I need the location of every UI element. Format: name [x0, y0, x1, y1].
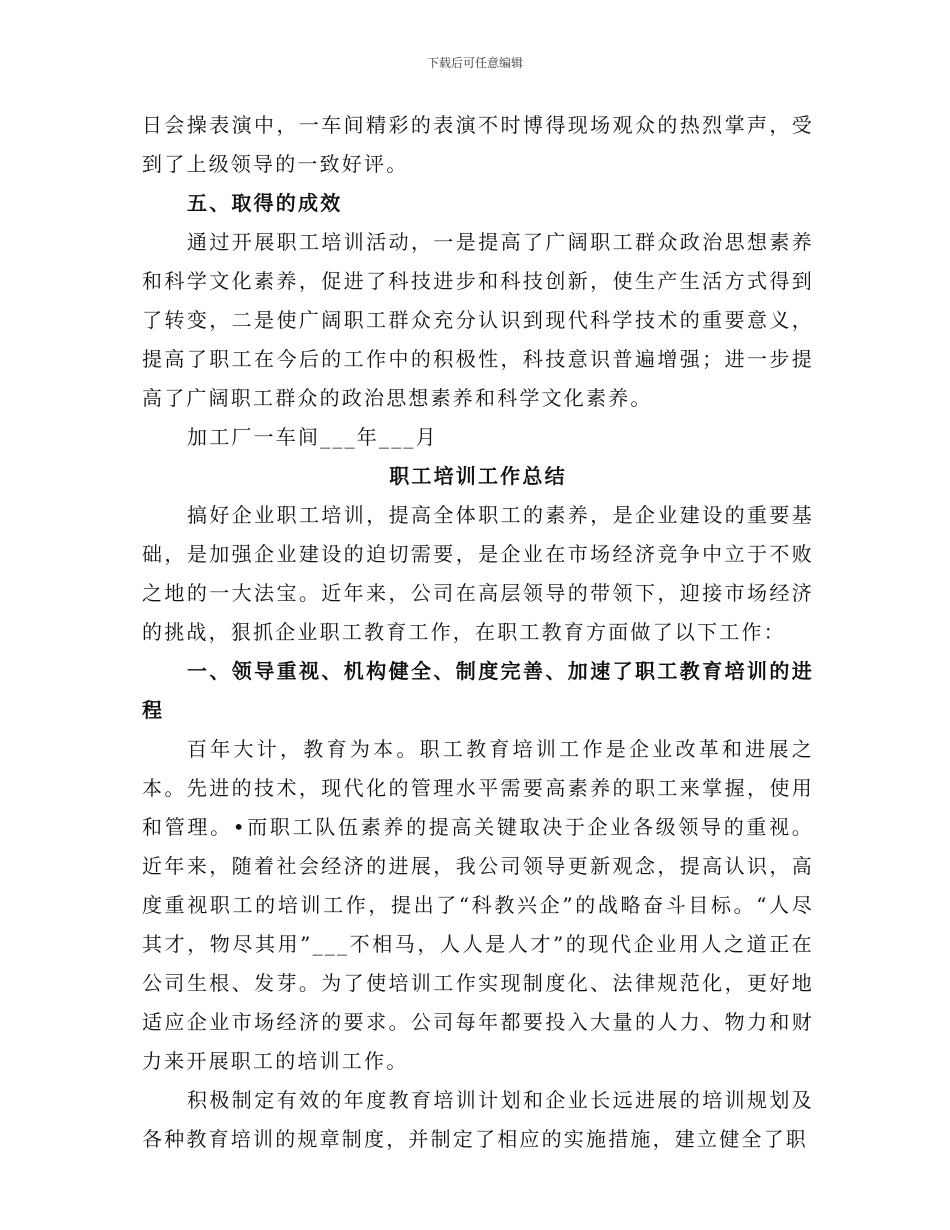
paragraph-results: 通过开展职工培训活动，一是提高了广阔职工群众政治思想素养和科学文化素养，促进了科技进步和科技创新，使生产生活方式得到了转变，二是使广阔职工群众充分认识到现代科学技术的重要意义，提高了职工在今后的工作中的积极性，科技意识普遍增强；进一步提高了广阔职工群众的政治思想素养和科学文化素养。 [142, 230, 814, 410]
document-body [142, 106, 814, 1159]
paragraph-leadership: 百年大计，教育为本。职工教育培训工作是企业改革和进展之本。先进的技术，现代化的管理水平需要高素养的职工来掌握，使用和管理。•而职工队伍素养的提高关键取决于企业各级领导的重视。近年来，随着社会经济的进展，我公司领导更新观念，提高认识，高度重视职工的培训工作，提出了“科教兴企”的战略奋斗目标。“人尽其才，物尽其用”___不相马，人人是人才”的现代企业用人之道正在公司生根、发芽。为了使培训工作实现制度化、法律规范化，更好地适应企业市场经济的要求。公司每年都要投入大量的人力、物力和财力来开展职工的培训工作。 [142, 737, 814, 1073]
paragraph-planning: 积极制定有效的年度教育培训计划和企业长远进展的培训规划及各种教育培训的规章制度，并制定了相应的实施措施，建立健全了职 [142, 1088, 814, 1151]
signature-line: 加工厂一车间___年___月 [187, 425, 438, 449]
page-header: 下载后可任意编辑 [426, 56, 523, 70]
paragraph-continuation: 日会操表演中，一车间精彩的表演不时博得现场观众的热烈掌声，受到了上级领导的一致好评。 [142, 113, 814, 176]
section-heading-results: 五、取得的成效 [187, 191, 343, 215]
document-title: 职工培训工作总结 [389, 464, 567, 488]
section-heading-leadership: 一、领导重视、机构健全、制度完善、加速了职工教育培训的进程 [142, 659, 814, 722]
paragraph-intro: 搞好企业职工培训，提高全体职工的素养，是企业建设的重要基础，是加强企业建设的迫切需要，是企业在市场经济竞争中立于不败之地的一大法宝。近年来，公司在高层领导的带领下，迎接市场经济的挑战，狠抓企业职工教育工作，在职工教育方面做了以下工作： [142, 503, 814, 644]
